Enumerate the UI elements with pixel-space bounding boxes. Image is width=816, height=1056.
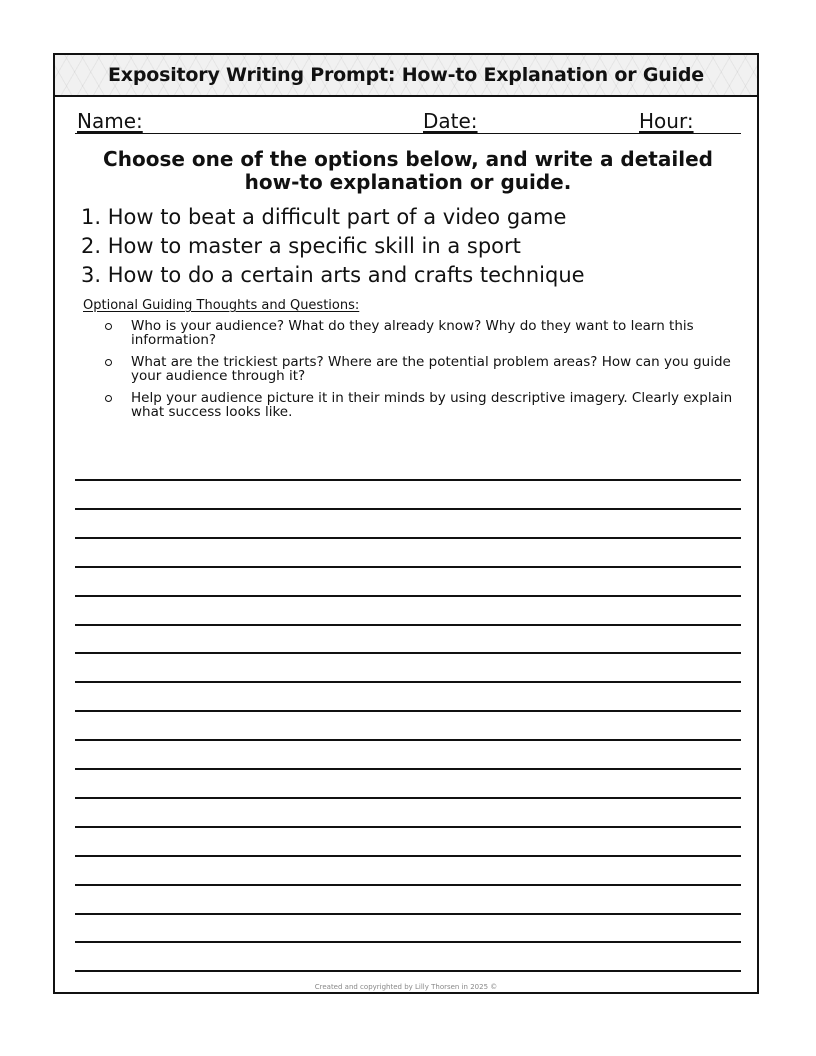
circle-bullet-icon — [105, 323, 112, 330]
writing-line[interactable] — [75, 941, 741, 943]
writing-line[interactable] — [75, 826, 741, 828]
guiding-question — [101, 319, 741, 347]
hour-field-label[interactable]: Hour: — [639, 109, 694, 133]
worksheet-title: Expository Writing Prompt: How-to Explanation or Guide — [108, 64, 704, 86]
writing-line[interactable] — [75, 508, 741, 510]
writing-line[interactable] — [75, 913, 741, 915]
writing-line[interactable] — [75, 479, 741, 481]
instructions-line-1: Choose one of the options below, and write a detailed — [103, 147, 713, 171]
guiding-questions-list — [101, 319, 741, 427]
writing-line[interactable] — [75, 652, 741, 654]
name-field-label[interactable]: Name: — [77, 109, 143, 133]
writing-line[interactable] — [75, 884, 741, 886]
writing-area[interactable] — [75, 55, 741, 992]
circle-bullet-icon — [105, 359, 112, 366]
writing-line[interactable] — [75, 681, 741, 683]
worksheet-frame — [53, 53, 759, 994]
writing-line[interactable] — [75, 768, 741, 770]
prompt-option: 2. How to master a specific skill in a sport — [81, 234, 521, 258]
copyright-footer: Created and copyrighted by Lilly Thorsen in 2025 © — [314, 983, 498, 991]
writing-line[interactable] — [75, 566, 741, 568]
writing-line[interactable] — [75, 710, 741, 712]
prompt-options-list — [81, 203, 741, 290]
guiding-question — [101, 355, 741, 383]
title-banner — [55, 55, 757, 97]
guiding-question-text: Who is your audience? What do they already know? Why do they want to learn this information? — [131, 318, 694, 348]
writing-line[interactable] — [75, 739, 741, 741]
guiding-question-text: What are the trickiest parts? Where are the potential problem areas? How can you guide your audience through it? — [131, 354, 731, 384]
writing-line[interactable] — [75, 970, 741, 972]
guiding-questions-heading: Optional Guiding Thoughts and Questions: — [83, 298, 360, 313]
writing-line[interactable] — [75, 624, 741, 626]
writing-line[interactable] — [75, 797, 741, 799]
writing-line[interactable] — [75, 537, 741, 539]
instructions — [75, 148, 741, 194]
guiding-question — [101, 391, 741, 419]
student-info-row — [75, 109, 741, 134]
prompt-option: 1. How to beat a difficult part of a video game — [81, 205, 567, 229]
writing-line[interactable] — [75, 855, 741, 857]
date-field-label[interactable]: Date: — [423, 109, 478, 133]
prompt-option: 3. How to do a certain arts and crafts technique — [81, 263, 585, 287]
guiding-question-text: Help your audience picture it in their minds by using descriptive imagery. Clearly explain what success looks like. — [131, 390, 733, 420]
instructions-line-2: how-to explanation or guide. — [244, 170, 572, 194]
circle-bullet-icon — [105, 395, 112, 402]
writing-line[interactable] — [75, 595, 741, 597]
